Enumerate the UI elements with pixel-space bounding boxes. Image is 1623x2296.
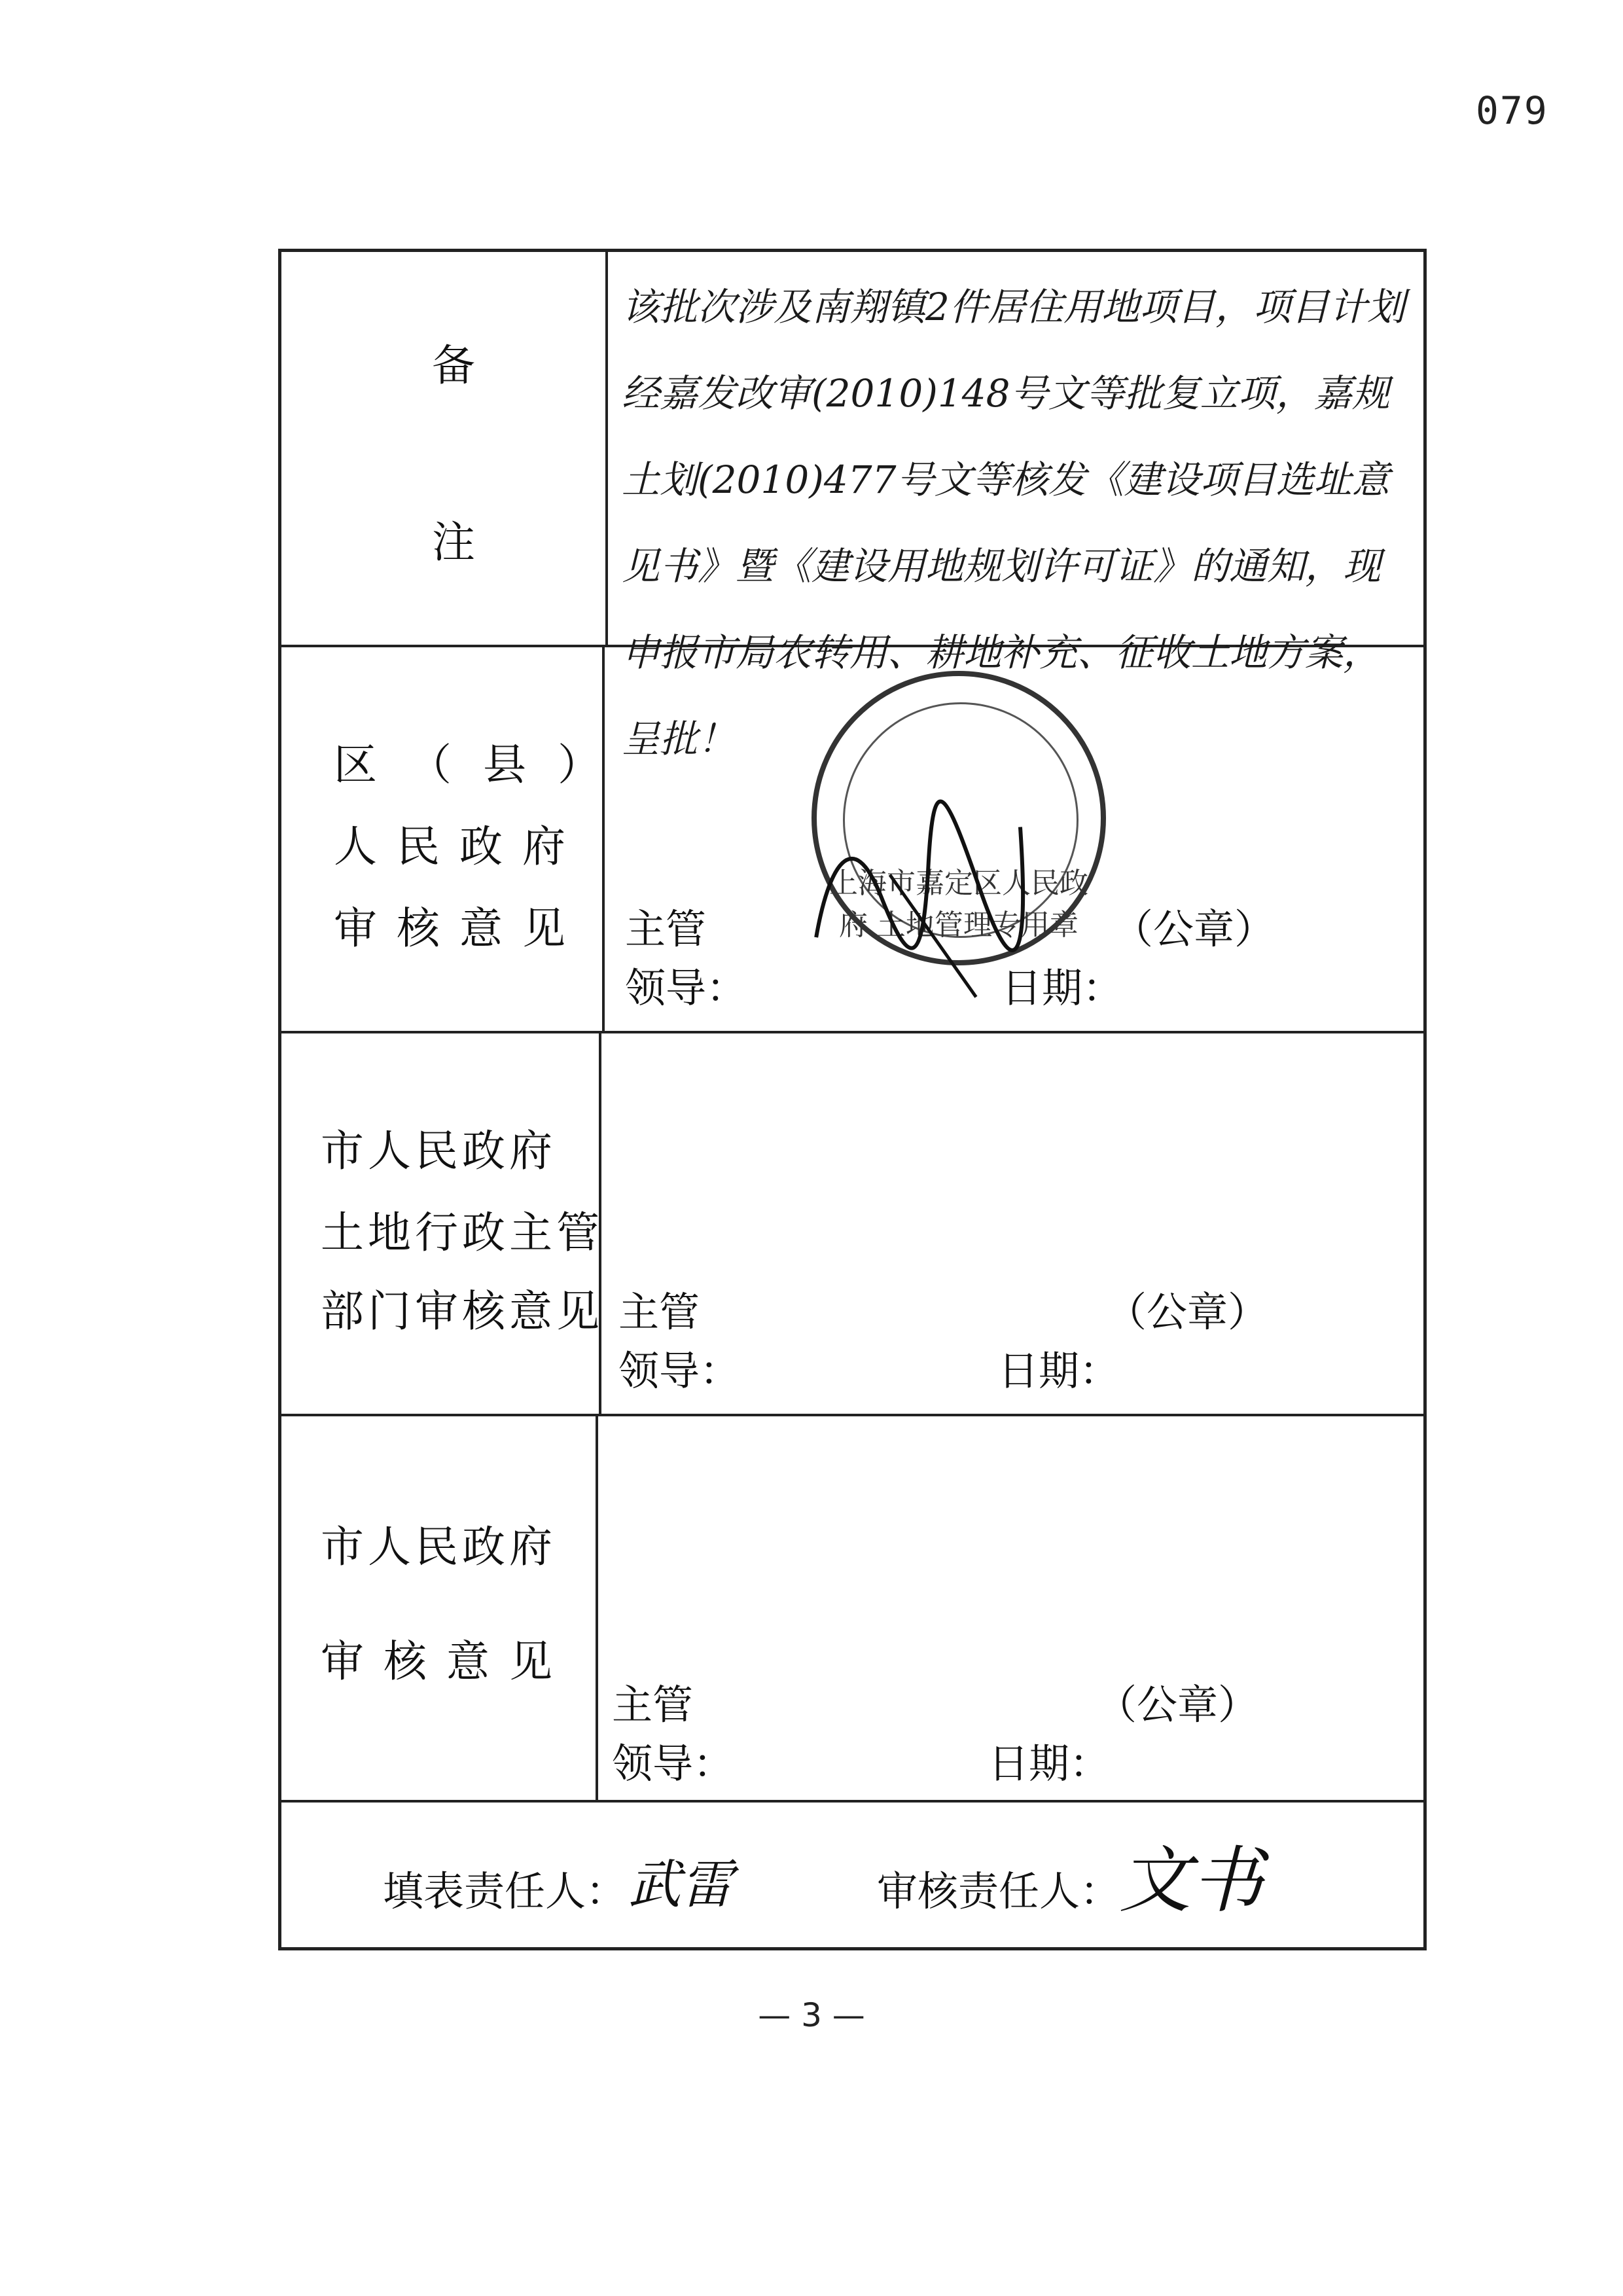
- filler-signature: 武雷: [628, 1854, 733, 1915]
- land-admin-seal-label: （公章）: [1106, 1288, 1269, 1336]
- city-leader-label-line1: 主管: [612, 1681, 694, 1729]
- district-date-label: 日期：: [1001, 964, 1124, 1012]
- filler-label: 填表责任人：: [383, 1867, 627, 1915]
- remark-label-top: 备: [432, 340, 475, 391]
- city-label-line2: 审核意见: [321, 1636, 572, 1687]
- page-number-top: 079: [1476, 88, 1548, 133]
- land-admin-leader-label-line2: 领导：: [618, 1347, 741, 1395]
- city-leader-label-line2: 领导：: [612, 1740, 734, 1787]
- district-seal-label: （公章）: [1113, 905, 1275, 953]
- land-admin-leader-label-line1: 主管: [618, 1288, 700, 1336]
- city-label-line1: 市人民政府: [321, 1522, 556, 1572]
- remark-label-bottom: 注: [432, 517, 475, 567]
- land-admin-date-label: 日期：: [998, 1347, 1120, 1395]
- column-divider-city: [596, 1414, 598, 1800]
- land-admin-label-line1: 市人民政府: [321, 1126, 556, 1176]
- row-divider-3: [281, 1414, 1423, 1416]
- city-seal-label: （公章）: [1096, 1681, 1259, 1729]
- row-divider-4: [281, 1800, 1423, 1803]
- district-label-line3: 审核意见: [334, 903, 585, 954]
- reviewer-label: 审核责任人：: [877, 1867, 1121, 1915]
- city-date-label: 日期：: [988, 1740, 1111, 1787]
- land-admin-label-line2: 土地行政主管: [321, 1208, 603, 1258]
- district-leader-label-line2: 领导：: [625, 964, 747, 1012]
- official-seal-text: 上海市嘉定区人民政府 土地管理专用章: [829, 867, 1088, 942]
- district-leader-label-line1: 主管: [625, 905, 707, 953]
- column-divider-remark: [605, 252, 608, 645]
- page-footer: — 3 —: [758, 1996, 865, 2034]
- remark-handwritten-text: 该批次涉及南翔镇2件居住用地项目，项目计划经嘉发改审(2010)148号文等批复立项，嘉规土划(2010)477号文等核发《建设项目选址意见书》暨《建设用地规划许可证》的通知，现申报市局农转用、耕地补充、征收土地方案，呈批！: [622, 285, 1405, 761]
- district-label-line2: 人民政府: [334, 821, 585, 872]
- land-admin-label-line3: 部门审核意见: [321, 1286, 603, 1336]
- district-label-line1: 区（县）: [334, 740, 632, 790]
- reviewer-signature: 文书: [1119, 1839, 1263, 1922]
- approval-form: [278, 249, 1427, 1950]
- column-divider-district: [602, 645, 605, 1031]
